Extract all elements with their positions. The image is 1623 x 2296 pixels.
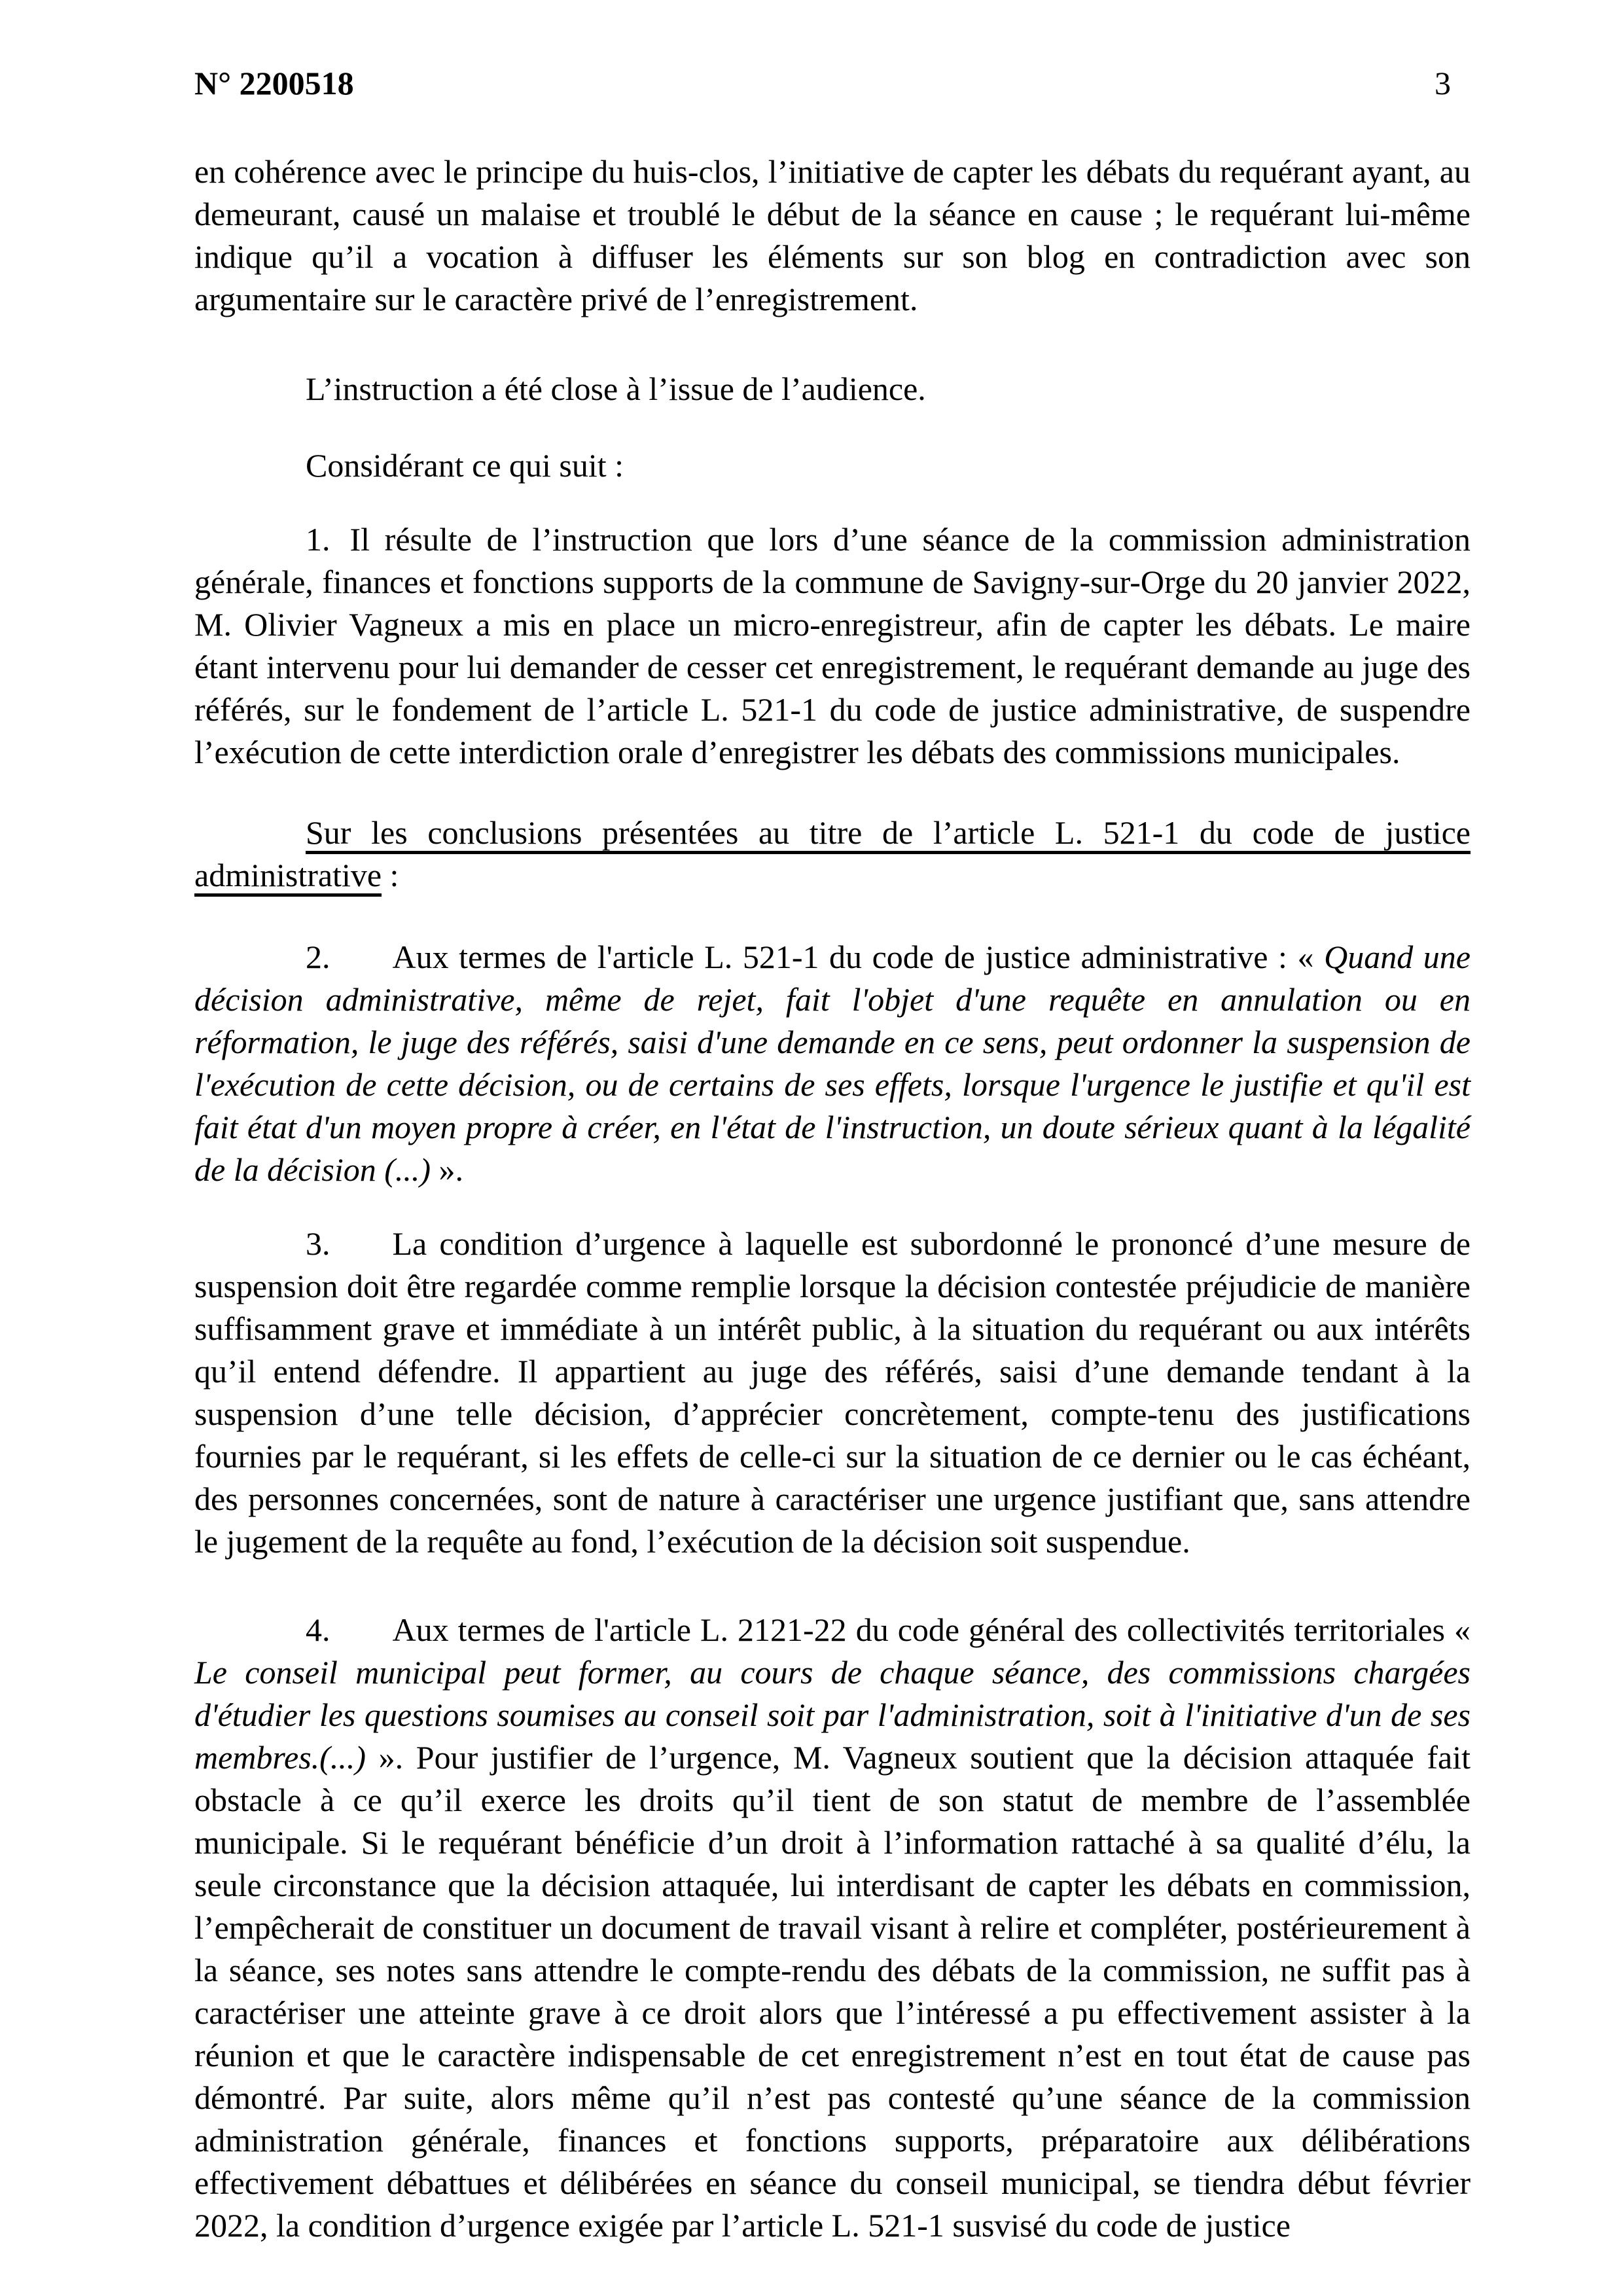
point-3-number: 3. xyxy=(306,1225,330,1262)
document-content xyxy=(194,62,1471,2247)
point-2-number: 2. xyxy=(306,939,330,975)
line-instruction-closed: L’instruction a été close à l’issue de l’audience. xyxy=(306,370,926,407)
paragraph-continuation: en cohérence avec le principe du huis-clos, l’initiative de capter les débats du requérant ayant, au demeurant, causé un malaise et troublé le début de la séance en cause ; le requérant lui-même indique qu’il a vocation à diffuser les éléments sur son blog en contradiction avec son argumentaire sur le caractère privé de l’enregistrement. xyxy=(194,153,1471,317)
point-3-text: La condition d’urgence à laquelle est subordonné le prononcé d’une mesure de suspension doit être regardée comme remplie lorsque la décision contestée préjudicie de manière suffisamment grave et immédiate à un intérêt public, à la situation du requérant ou aux intérêts qu’il entend défendre. Il appartient au juge des référés, saisi d’une demande tendant à la suspension d’une telle décision, d’apprécier concrètement, compte-tenu des justifications fournies par le requérant, si les effets de celle-ci sur la situation de ce dernier ou le cas échéant, des personnes concernées, sont de nature à caractériser une urgence justifiant que, sans attendre le jugement de la requête au fond, l’exécution de la décision soit suspendue. xyxy=(194,1225,1471,1560)
page-number: 3 xyxy=(1435,65,1451,101)
point-3 xyxy=(194,1223,1471,1563)
page-header xyxy=(194,62,1471,105)
point-4-number: 4. xyxy=(306,1611,330,1648)
point-2-quote: Quand une décision administrative, même de rejet, fait l'objet d'une requête en annulation ou en réformation, le juge des référés, saisi d'une demande en ce sens, peut ordonner la suspension de l'exécution de cette décision, ou de certains de ses effets, lorsque l'urgence le justifie et qu'il est fait état d'un moyen propre à créer, en l'état de l'instruction, un doute sérieux quant à la légalité de la décision (...) xyxy=(194,939,1471,1188)
section-heading-colon: : xyxy=(382,857,399,893)
point-1-number: 1. xyxy=(306,521,330,558)
point-4-intro: Aux termes de l'article L. 2121-22 du code général des collectivités territoriales « xyxy=(392,1611,1471,1648)
point-1-text: Il résulte de l’instruction que lors d’une séance de la commission administration générale, finances et fonctions supports de la commune de Savigny-sur-Orge du 20 janvier 2022, M. Olivier Vagneux a mis en place un micro-enregistreur, afin de capter les débats. Le maire étant intervenu pour lui demander de cesser cet enregistrement, le requérant demande au juge des référés, sur le fondement de l’article L. 521-1 du code de justice administrative, de suspendre l’exécution de cette interdiction orale d’enregistrer les débats des commissions municipales. xyxy=(194,521,1471,770)
point-2-intro: Aux termes de l'article L. 521-1 du code de justice administrative : « xyxy=(392,939,1325,975)
point-4 xyxy=(194,1609,1471,2247)
point-4-closing: ». Pour justifier de l’urgence, M. Vagneux soutient que la décision attaquée fait obstacle à ce qu’il exerce les droits qu’il tient de son statut de membre de l’assemblée municipale. Si le requérant bénéficie d’un droit à l’information rattaché à sa qualité d’élu, la seule circonstance que la décision attaquée, lui interdisant de capter les débats en commission, l’empêcherait de constituer un document de travail visant à relire et compléter, postérieurement à la séance, ses notes sans attendre le compte-rendu des débats de la commission, ne suffit pas à caractériser une atteinte grave à ce droit alors que l’intéressé a pu effectivement assister à la réunion et que le caractère indispensable de cet enregistrement n’est en tout état de cause pas démontré. Par suite, alors même qu’il n’est pas contesté qu’une séance de la commission administration générale, finances et fonctions supports, préparatoire aux délibérations effectivement débattues et délibérées en séance du conseil municipal, se tiendra début février 2022, la condition d’urgence exigée par l’article L. 521-1 susvisé du code de justice xyxy=(194,1739,1471,2244)
case-number: N° 2200518 xyxy=(194,65,354,101)
point-4-quote: Le conseil municipal peut former, au cours de chaque séance, des commissions chargées d'étudier les questions soumises au conseil soit par l'administration, soit à l'initiative d'un de ses membres.(...) xyxy=(194,1654,1471,1776)
point-2-closing: ». xyxy=(431,1151,464,1188)
point-1 xyxy=(194,518,1471,774)
point-2 xyxy=(194,936,1471,1191)
section-heading xyxy=(194,812,1471,897)
line-considerant: Considérant ce qui suit : xyxy=(306,447,624,484)
section-heading-text: Sur les conclusions présentées au titre de l’article L. 521-1 du code de justice administrative xyxy=(194,814,1471,893)
